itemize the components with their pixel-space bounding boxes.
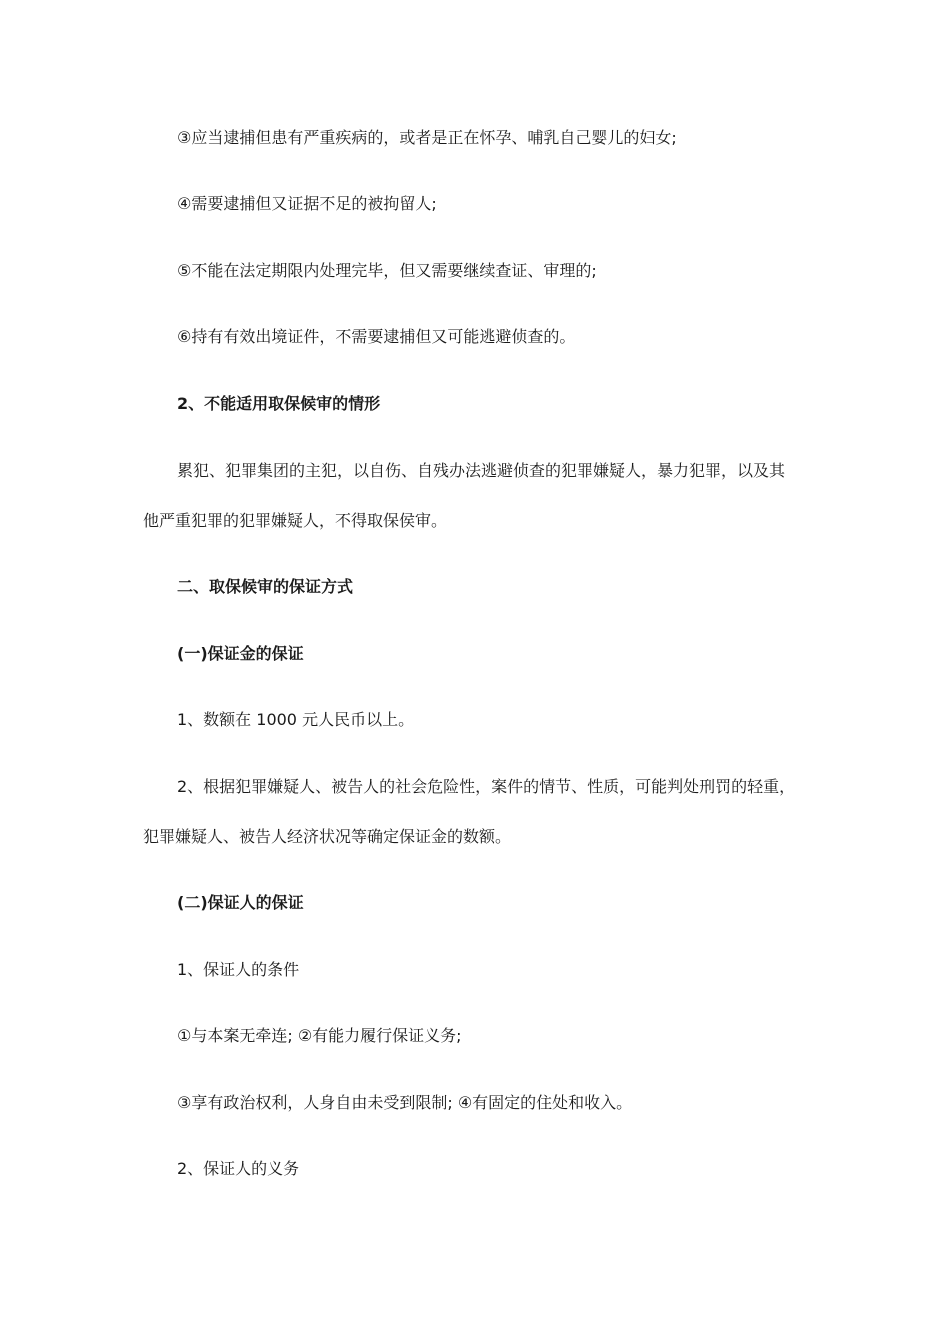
section-heading-not-applicable: 2、不能适用取保候审的情形 xyxy=(177,394,381,413)
paragraph-line: 2、保证人的义务 xyxy=(177,1159,300,1178)
list-item: ③享有政治权利，人身自由未受到限制; ④有固定的住处和收入。 xyxy=(177,1093,633,1112)
subsection-heading-guarantor: (二)保证人的保证 xyxy=(177,893,304,912)
paragraph-line: 犯罪嫌疑人、被告人经济状况等确定保证金的数额。 xyxy=(143,827,512,846)
list-item: ①与本案无牵连; ②有能力履行保证义务; xyxy=(177,1026,462,1045)
list-item-5: ⑤不能在法定期限内处理完毕，但又需要继续查证、审理的; xyxy=(177,261,597,280)
paragraph-line: 累犯、犯罪集团的主犯，以自伤、自残办法逃避侦查的犯罪嫌疑人，暴力犯罪，以及其 xyxy=(177,461,786,480)
list-item-4: ④需要逮捕但又证据不足的被拘留人; xyxy=(177,194,437,213)
subsection-heading-bail-money: (一)保证金的保证 xyxy=(177,644,304,663)
list-item-3: ③应当逮捕但患有严重疾病的，或者是正在怀孕、哺乳自己婴儿的妇女; xyxy=(177,128,677,147)
section-heading-guarantee-methods: 二、取保候审的保证方式 xyxy=(177,577,354,596)
paragraph-line: 1、保证人的条件 xyxy=(177,960,300,979)
list-item-6: ⑥持有有效出境证件，不需要逮捕但又可能逃避侦查的。 xyxy=(177,327,576,346)
paragraph-line: 2、根据犯罪嫌疑人、被告人的社会危险性，案件的情节、性质，可能判处刑罚的轻重， xyxy=(177,777,796,796)
paragraph-line: 他严重犯罪的犯罪嫌疑人，不得取保侯审。 xyxy=(143,511,448,530)
paragraph-line: 1、数额在 1000 元人民币以上。 xyxy=(177,710,415,729)
